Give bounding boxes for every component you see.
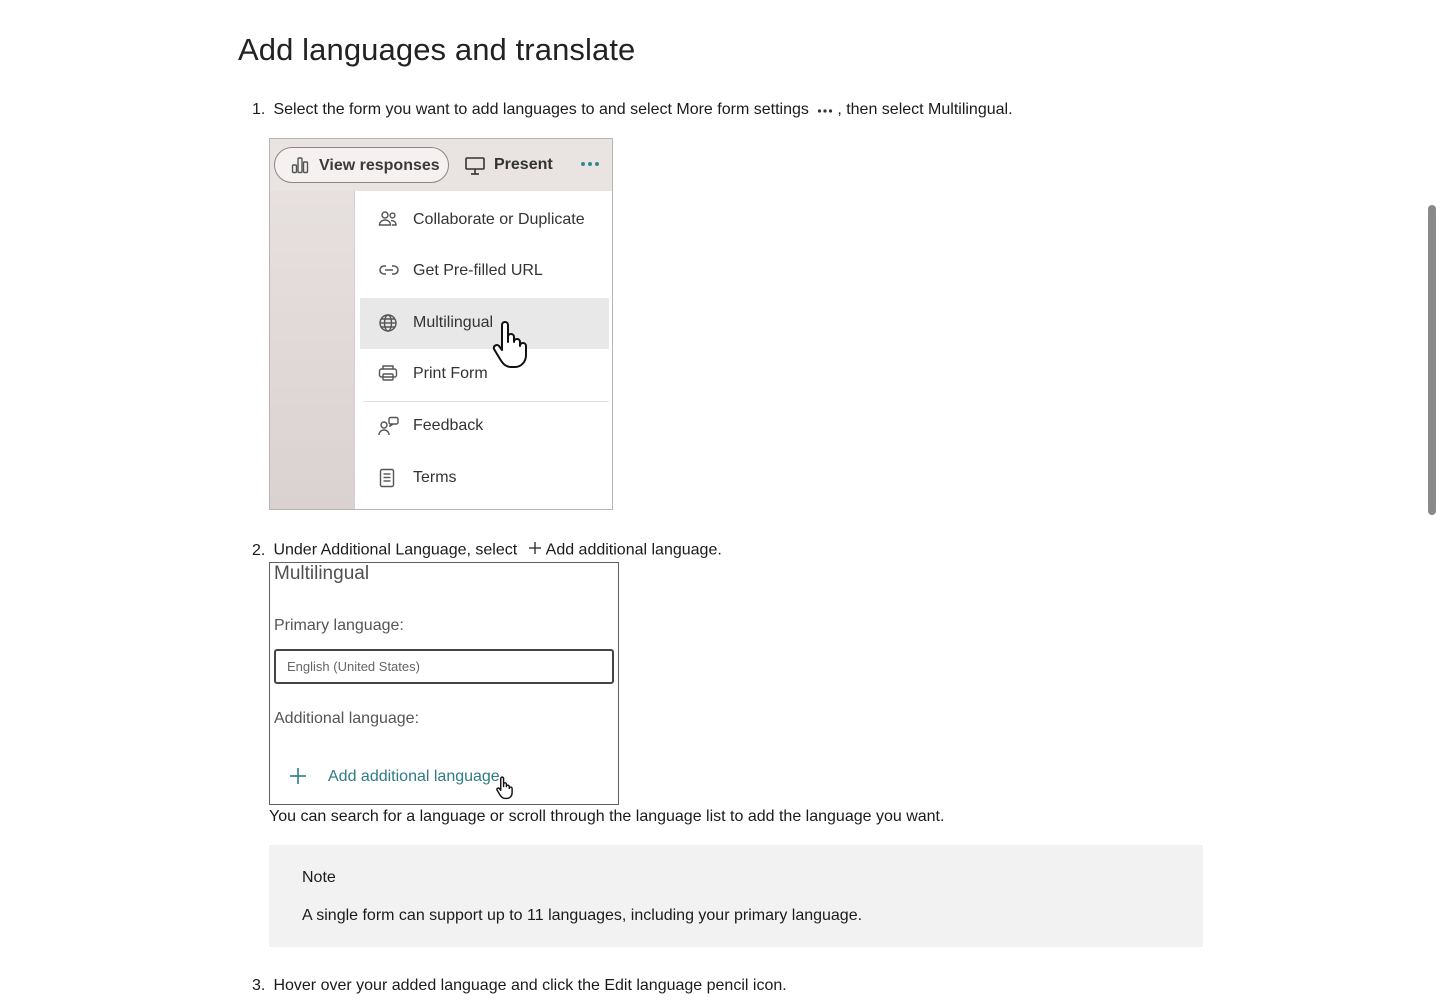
step-1	[252, 101, 1013, 119]
menu-item-terms[interactable]	[360, 453, 609, 504]
vertical-scrollbar[interactable]	[1428, 205, 1436, 515]
step-text: Hover over your added language and click the Edit language pencil icon.	[273, 977, 787, 994]
document-icon	[378, 468, 396, 493]
note-title: Note	[302, 869, 336, 886]
menu-item-feedback[interactable]	[360, 401, 609, 452]
page-title: Add languages and translate	[238, 32, 636, 67]
note-callout	[269, 845, 1203, 947]
step-text: Select the form you want to add languages to and select More form settings	[273, 101, 809, 119]
hand-cursor-icon	[492, 321, 530, 374]
presentation-icon	[464, 156, 486, 181]
search-hint-text: You can search for a language or scroll through the language list to add the language you want.	[269, 808, 945, 825]
present-label: Present	[494, 156, 553, 173]
menu-item-label: Feedback	[413, 417, 484, 434]
people-icon	[378, 210, 398, 233]
menu-item-label: Terms	[413, 469, 457, 486]
view-responses-button[interactable]	[274, 147, 449, 183]
more-settings-menu-screenshot	[269, 138, 613, 510]
view-responses-label: View responses	[319, 157, 440, 174]
step-2	[252, 541, 722, 560]
plus-icon	[288, 766, 308, 791]
step-number: 2.	[252, 541, 266, 559]
bar-chart-icon	[291, 156, 309, 179]
hand-cursor-icon	[496, 776, 514, 805]
menu-item-label: Print Form	[413, 365, 488, 382]
step-text-after: Add additional language.	[545, 541, 722, 559]
menu-item-print-form[interactable]	[360, 349, 609, 400]
feedback-icon	[378, 416, 400, 441]
printer-icon	[378, 364, 398, 387]
multilingual-panel-screenshot	[269, 562, 619, 805]
primary-language-field[interactable]: English (United States)	[274, 649, 614, 684]
step-text: Under Additional Language, select	[273, 541, 518, 559]
link-icon	[378, 261, 400, 284]
step-3	[252, 977, 787, 995]
more-options-icon	[817, 101, 833, 119]
additional-language-label: Additional language:	[274, 710, 420, 727]
step-number: 3.	[252, 977, 266, 994]
menu-item-label: Get Pre-filled URL	[413, 262, 543, 279]
plus-icon	[528, 541, 542, 560]
globe-icon	[378, 313, 398, 338]
menu-item-label: Collaborate or Duplicate	[413, 211, 585, 228]
add-language-label: Add additional language	[328, 768, 500, 785]
menu-item-multilingual[interactable]	[360, 298, 609, 349]
step-number: 1.	[252, 101, 266, 119]
primary-language-label: Primary language:	[274, 617, 404, 634]
menu-item-collaborate[interactable]	[360, 195, 609, 246]
step-text-after: , then select Multilingual.	[837, 101, 1013, 119]
panel-title: Multilingual	[274, 563, 370, 584]
more-options-icon[interactable]	[580, 155, 600, 173]
menu-item-prefilled-url[interactable]	[360, 246, 609, 297]
settings-menu	[354, 191, 613, 510]
menu-item-label: Multilingual	[413, 314, 494, 331]
note-text: A single form can support up to 11 languages, including your primary language.	[302, 907, 863, 924]
